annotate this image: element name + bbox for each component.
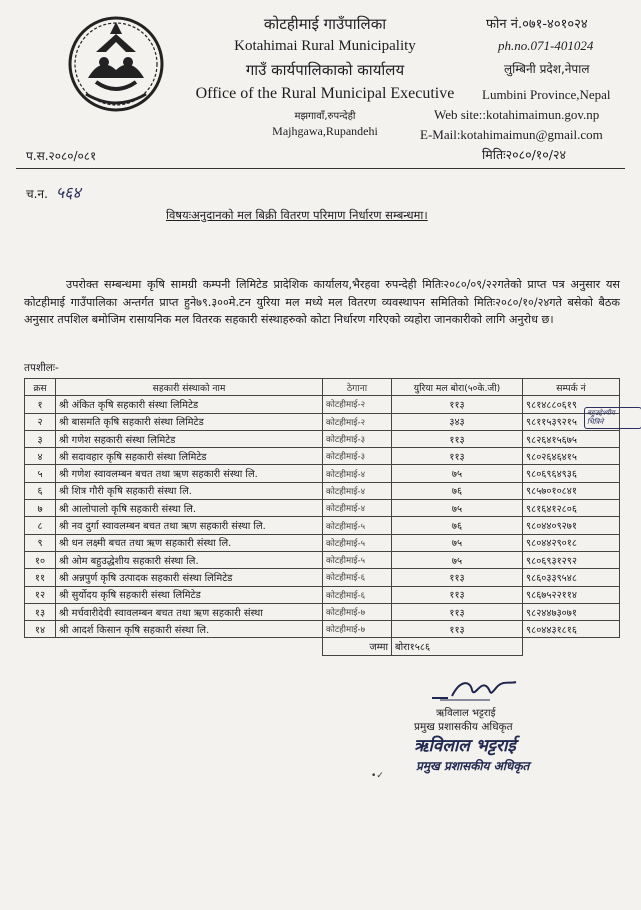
row-serial-number: ३ <box>25 430 56 447</box>
row-cooperative-name: श्री अंकित कृषि सहकारी संस्था लिमिटेड <box>56 396 323 413</box>
col-header-bags: युरिया मल बोरा(५०के.जी) <box>392 379 523 396</box>
row-urea-bags: ७६ <box>392 482 523 499</box>
ink-mark: •✓ <box>371 771 384 781</box>
chalani-value: ५६४ <box>55 183 81 202</box>
row-serial-number: १ <box>25 396 56 413</box>
row-cooperative-name: श्री आलोपालो कृषि सहकारी संस्था लि. <box>56 500 323 517</box>
row-contact-number: ९८०४४३१८१६ <box>523 621 620 638</box>
row-cooperative-name: श्री गणेश स्वावलम्बन बचत तथा ऋण सहकारी संस्था लि. <box>56 465 323 482</box>
stamp-title: प्रमुख प्रशासकीय अधिकृत <box>416 759 530 773</box>
row-contact-number: ९८१६४१२८०६ <box>523 500 620 517</box>
col-header-address: ठेगाना <box>323 379 392 396</box>
table-row <box>25 569 620 586</box>
website: Web site::kotahimaimun.gov.np <box>434 107 600 122</box>
table-row <box>25 396 620 413</box>
annotation-line2: भित्रिने <box>587 418 604 426</box>
row-contact-number: ९८२४४७३०७१ <box>523 603 620 620</box>
row-address: कोटहीमाई-४ <box>323 482 392 499</box>
row-serial-number: १४ <box>25 621 56 638</box>
row-contact-number: ९८०२६४६४१५ <box>523 448 620 465</box>
address-en: Majhgawa,Rupandehi <box>272 124 378 138</box>
row-contact-number: ९८०४४०९२७१ <box>523 517 620 534</box>
row-contact-number: ९८०६९६४९३६ <box>523 465 620 482</box>
quota-table <box>24 378 620 656</box>
row-urea-bags: ११३ <box>392 396 523 413</box>
row-address: कोटहीमाई-४ <box>323 465 392 482</box>
row-urea-bags: ११३ <box>392 569 523 586</box>
row-cooperative-name: श्री ओम बहुउद्धेशीय सहकारी संस्था लि. <box>56 551 323 568</box>
stamp-name: ऋविलाल भट्टराई <box>414 736 516 756</box>
table-row <box>25 500 620 517</box>
row-serial-number: २ <box>25 413 56 430</box>
row-contact-number: ९८११५३९२१५ <box>523 413 620 430</box>
province-np: लुम्बिनी प्रदेश,नेपाल <box>504 62 590 76</box>
row-address: कोटहीमाई-२ <box>323 396 392 413</box>
office-name-np: गाउँ कार्यपालिकाको कार्यालय <box>245 61 405 79</box>
row-address: कोटहीमाई-७ <box>323 621 392 638</box>
letter-reference-ps: प.स.२०८०/०८१ <box>26 149 97 163</box>
chalani-number <box>26 181 81 203</box>
details-label: तपशीलः- <box>24 362 59 374</box>
header-divider <box>16 168 625 169</box>
row-urea-bags: ७५ <box>392 465 523 482</box>
table-row <box>25 517 620 534</box>
row-urea-bags: ११३ <box>392 603 523 620</box>
province-en: Lumbini Province,Nepal <box>482 87 611 102</box>
row-cooperative-name: श्री अन्नपुर्ण कृषि उत्पादक सहकारी संस्था लिमिटेड <box>56 569 323 586</box>
row-cooperative-name: श्री धन लक्ष्मी बचत तथा ऋण सहकारी संस्था लि. <box>56 534 323 551</box>
municipality-name-np: कोटहीमाई गाउँपालिका <box>263 15 387 33</box>
table-row <box>25 551 620 568</box>
row-address: कोटहीमाई-२ <box>323 413 392 430</box>
row-serial-number: ८ <box>25 517 56 534</box>
row-address: कोटहीमाई-५ <box>323 551 392 568</box>
municipality-name-en: Kotahimai Rural Municipality <box>234 38 416 54</box>
row-cooperative-name: श्री आदर्श किसान कृषि सहकारी संस्था लि. <box>56 621 323 638</box>
table-row <box>25 586 620 603</box>
row-serial-number: ६ <box>25 482 56 499</box>
row-urea-bags: ७५ <box>392 534 523 551</box>
table-row <box>25 534 620 551</box>
row-serial-number: १० <box>25 551 56 568</box>
row-address: कोटहीमाई-६ <box>323 586 392 603</box>
row-contact-number: ९८२६४१५६७५ <box>523 430 620 447</box>
table-row <box>25 413 620 430</box>
row-serial-number: १२ <box>25 586 56 603</box>
signatory-title: प्रमुख प्रशासकीय अधिकृत <box>414 721 513 733</box>
row-cooperative-name: श्री सदावहार कृषि सहकारी संस्था लिमिटेड <box>56 448 323 465</box>
total-label: जम्मा <box>323 638 392 655</box>
row-serial-number: १३ <box>25 603 56 620</box>
table-row <box>25 621 620 638</box>
phone-np: फोन नं.०७१-४०१०२४ <box>486 17 588 32</box>
signature <box>430 676 520 704</box>
row-contact-number: ९८०६९३१२९२ <box>523 551 620 568</box>
row-serial-number: ७ <box>25 500 56 517</box>
col-header-phone: सम्पर्क नं <box>523 379 620 396</box>
office-name-en: Office of the Rural Municipal Executive <box>195 85 455 102</box>
row-urea-bags: ११३ <box>392 621 523 638</box>
row-address: कोटहीमाई-३ <box>323 430 392 447</box>
row-urea-bags: ११३ <box>392 586 523 603</box>
letter-subject: विषयःअनुदानको मल बिक्री वितरण परिमाण निर्धारण सम्बन्धमा। <box>166 208 428 222</box>
row-address: कोटहीमाई-५ <box>323 534 392 551</box>
row-address: कोटहीमाई-५ <box>323 517 392 534</box>
row-urea-bags: ११३ <box>392 430 523 447</box>
annotation-line1: बहुउद्देश्यीय <box>587 409 615 417</box>
row-urea-bags: ११३ <box>392 448 523 465</box>
row-serial-number: ५ <box>25 465 56 482</box>
col-header-name: सहकारी संस्थाको नाम <box>56 379 323 396</box>
table-total-row <box>25 638 620 655</box>
row-contact-number: ९८५७०१०८४१ <box>523 482 620 499</box>
row-serial-number: ११ <box>25 569 56 586</box>
row-cooperative-name: श्री मर्चवारीदेवी स्वावलम्बन बचत तथा ऋण सहकारी संस्था <box>56 603 323 620</box>
row-cooperative-name: श्री गणेश सहकारी संस्था लिमिटेड <box>56 430 323 447</box>
total-value: बोरा१५८६ <box>392 638 523 655</box>
row-urea-bags: ७६ <box>392 517 523 534</box>
row-contact-number: ९८०४४२९०१८ <box>523 534 620 551</box>
table-row <box>25 430 620 447</box>
email: E-Mail:kotahimaimun@gmail.com <box>420 127 603 142</box>
row-serial-number: ४ <box>25 448 56 465</box>
letter-body: उपरोक्त सम्बन्धमा कृषि सामग्री कम्पनी लिमिटेड प्रादेशिक कार्यालय,भैरहवा रुपन्देही मितिः२०८०/०९/२२गतेको प्राप्त पत्र अनुसार यस कोटहीमाई गाउँपालिका अन्तर्गत प्राप्त हुने७९.३००मे.टन युरिया मल मध्ये मल वितरण व्यवस्थापन समितिको मितिः२०८०/१०/२४गते बसेको बैठक अनुसार तपशिल बमोजिम रासायनिक मल वितरक सहकारी संस्थाहरुको कोटा निर्धारण गरिएको व्यहोरा जानकारीको लागि अनुरोध छ। <box>24 278 620 326</box>
row-contact-number: ९८६०३३९५४८ <box>523 569 620 586</box>
table-row <box>25 465 620 482</box>
signatory-name: ऋविलाल भट्टराई <box>436 708 496 719</box>
row-cooperative-name: श्री शित्र गौरी कृषि सहकारी संस्था लि. <box>56 482 323 499</box>
nepal-emblem-logo <box>66 12 166 116</box>
col-header-sn: क्रस <box>25 379 56 396</box>
handwritten-annotation <box>584 407 641 429</box>
table-row <box>25 448 620 465</box>
row-address: कोटहीमाई-६ <box>323 569 392 586</box>
row-urea-bags: ३४३ <box>392 413 523 430</box>
table-row <box>25 482 620 499</box>
row-cooperative-name: श्री नव दुर्गा स्वावलम्बन बचत तथा ऋण सहकारी संस्था लि. <box>56 517 323 534</box>
row-cooperative-name: श्री बासमति कृषि सहकारी संस्था लिमिटेड <box>56 413 323 430</box>
row-urea-bags: ७५ <box>392 500 523 517</box>
row-contact-number: ९८१४८८०६१९ <box>523 396 620 413</box>
row-serial-number: ९ <box>25 534 56 551</box>
chalani-label: च.न. <box>26 187 48 201</box>
row-address: कोटहीमाई-४ <box>323 500 392 517</box>
row-contact-number: ९८६७५२२११४ <box>523 586 620 603</box>
table-row <box>25 603 620 620</box>
table-header-row <box>25 379 620 396</box>
phone-en: ph.no.071-401024 <box>498 38 594 53</box>
row-address: कोटहीमाई-३ <box>323 448 392 465</box>
letter-date: मितिः२०८०/१०/२४ <box>482 147 567 162</box>
row-address: कोटहीमाई-७ <box>323 603 392 620</box>
row-urea-bags: ७५ <box>392 551 523 568</box>
row-cooperative-name: श्री सुर्योदय कृषि सहकारी संस्था लिमिटेड <box>56 586 323 603</box>
address-np: मझगावाँ,रुपन्देही <box>294 111 356 122</box>
